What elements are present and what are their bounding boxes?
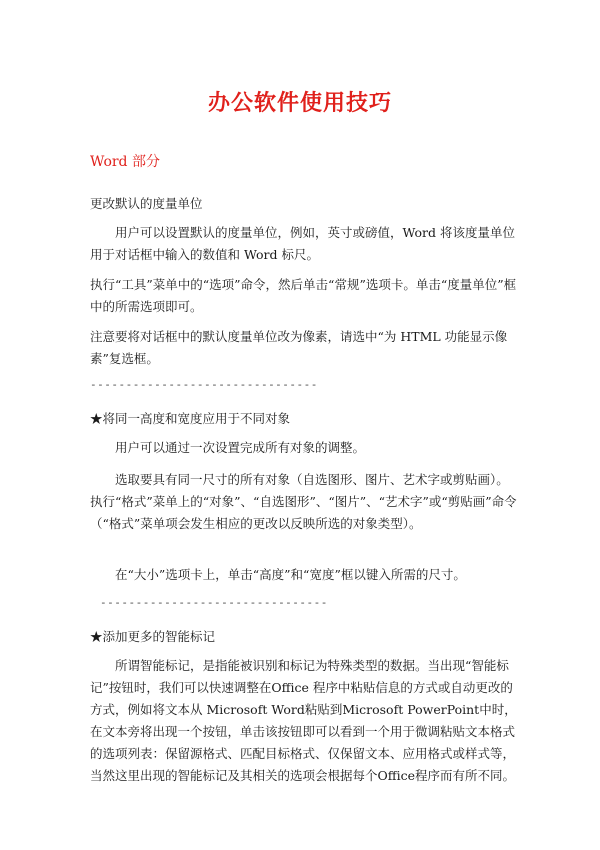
divider: -------------------------------- [100, 596, 328, 609]
paragraph: 所谓智能标记，是指能被识别和标记为特殊类型的数据。当出现“智能标记”按钮时，我们可以快速调整在Office 程序中粘贴信息的方式或自动更改的方式，例如将文本从 Microsoft Word粘贴到Microsoft PowerPoint中时，在文本旁将出现一个按钮，单击该按钮即可以看到一个用于微调粘贴文本格式的选项列表：保留源格式、匹配目标格式、仅保留文本、应用格式或样式等，当然这里出现的智能标记及其相关的选项会根据每个Office程序而有所不同。 [90, 658, 517, 783]
paragraph: 注意要将对话框中的默认度量单位改为像素，请选中“为 HTML 功能显示像素”复选框。 [90, 329, 508, 366]
paragraph: 在“大小”选项卡上，单击“高度”和“宽度”框以键入所需的尺寸。 [115, 567, 466, 582]
section-heading: Word 部分 [90, 154, 160, 170]
paragraph: 执行“工具”菜单中的“选项”命令，然后单击“常规”选项卡。单击“度量单位”框中的所需选项即可。 [90, 277, 517, 314]
divider: -------------------------------- [90, 378, 318, 391]
paragraph: 用户可以设置默认的度量单位，例如，英寸或磅值，Word 将该度量单位用于对话框中输入的数值和 Word 标尺。 [90, 225, 515, 262]
paragraph: 用户可以通过一次设置完成所有对象的调整。 [115, 440, 366, 455]
page-title: 办公软件使用技巧 [207, 91, 392, 116]
heading-smart-tags: ★添加更多的智能标记 [90, 629, 216, 644]
paragraph: 选取要具有同一尺寸的所有对象（自选图形、图片、艺术字或剪贴画）。执行“格式”菜单上的“对象”、“自选图形”、“图片”、“艺术字”或“剪贴画”命令（“格式”菜单项会发生相应的更改以反映所选的对象类型）。 [90, 472, 517, 531]
heading-change-units: 更改默认的度量单位 [90, 196, 203, 211]
heading-same-size: ★将同一高度和宽度应用于不同对象 [90, 411, 291, 426]
